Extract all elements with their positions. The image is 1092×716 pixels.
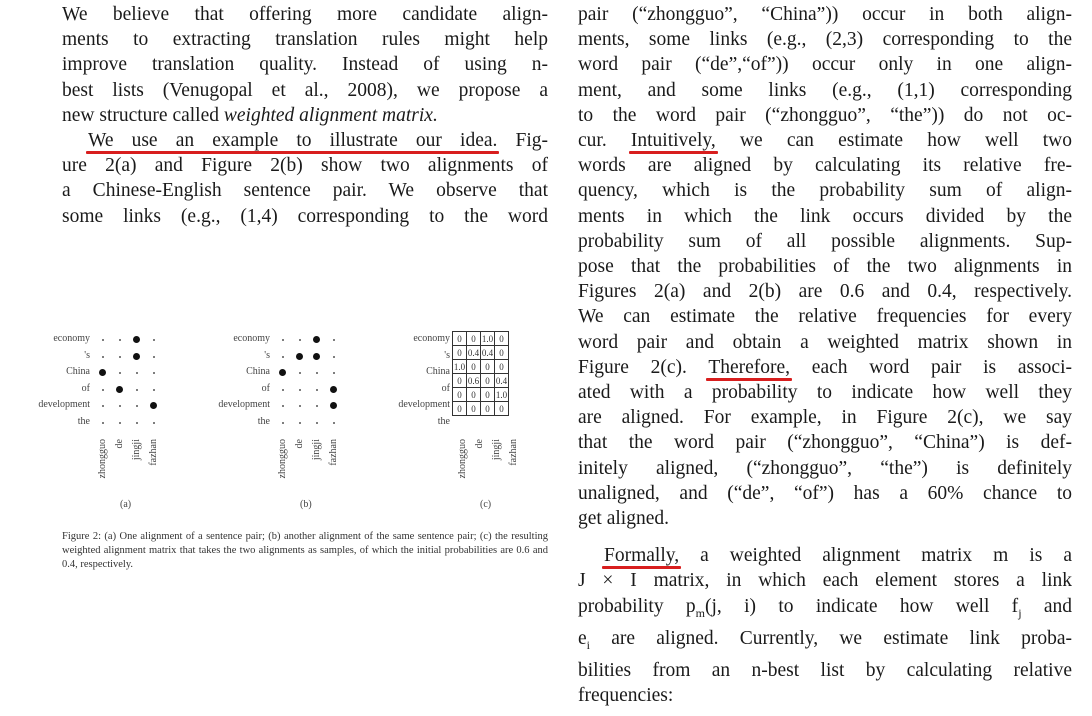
grid-dot	[102, 422, 104, 424]
text-line: word pair (“de”,“of”)) occur only in one align-	[578, 54, 1072, 76]
grid-dot	[282, 405, 284, 407]
matrix-cell: 0	[481, 374, 495, 388]
text-line: ated with a probability to indicate how well they	[578, 382, 1072, 404]
grid-dot	[299, 405, 301, 407]
matrix-cell: 0	[495, 360, 509, 374]
matrix-cell: 0	[453, 346, 467, 360]
text-fragment: (j, i) to indicate how well f	[705, 595, 1019, 617]
grid-dot	[299, 339, 301, 341]
matrix-cell: 1.0	[453, 361, 466, 372]
figure-2	[30, 334, 550, 514]
text-line	[578, 594, 1072, 626]
text-line: ments to extracting translation rules might help	[62, 29, 548, 51]
matrix-cell: 0	[481, 388, 495, 402]
text-line: pose that the probabilities of the two alignments in	[578, 256, 1072, 278]
paragraph-example	[62, 128, 548, 229]
text-line: probability sum of all possible alignments. Sup-	[578, 230, 1072, 252]
grid-dot	[153, 356, 155, 358]
row-label: China	[246, 366, 270, 377]
row-label: of	[81, 382, 90, 394]
row-label: 's	[444, 349, 450, 361]
alignment-link-dot	[296, 353, 303, 360]
text-line	[578, 543, 1072, 568]
row-label: 's	[84, 349, 90, 361]
subscript: i	[586, 637, 590, 652]
text-fragment: probability p	[578, 595, 696, 617]
column-label: de	[474, 439, 485, 449]
column-label: zhongguo	[97, 439, 108, 479]
grid-dot	[333, 422, 335, 424]
text-line: get aligned.	[578, 508, 669, 530]
matrix-cell: 1.0	[495, 389, 508, 400]
matrix-cell: 0	[453, 402, 467, 416]
subscript: m	[695, 605, 705, 620]
grid-dot	[316, 389, 318, 391]
text-line: J × I matrix, in which each element stores a link	[578, 570, 1072, 592]
figure-caption: Figure 2: (a) One alignment of a sentence pair; (b) another alignment of the same sentence pair; (c) the resulting weighted alignment matrix that takes the two alignments as samples, of which the initial probabilities are 0.6 and 0.4, respectively.	[62, 531, 548, 570]
text-line: unaligned, and (“de”, “of”) has a 60% chance to	[578, 482, 1072, 504]
text-line: are aligned. For example, in Figure 2(c), we say	[578, 407, 1072, 429]
grid-dot	[333, 372, 335, 374]
text-line: words are aligned by calculating its relative fre-	[578, 155, 1072, 177]
matrix-cell: 0	[495, 402, 509, 416]
grid-dot	[136, 372, 138, 374]
matrix-cell: 0.6	[467, 375, 480, 386]
column-label: de	[294, 439, 305, 449]
underlined-word-therefore: Therefore,	[708, 356, 791, 378]
grid-dot	[119, 422, 121, 424]
matrix-cell: 1.0	[481, 333, 494, 344]
alignment-link-dot	[330, 386, 337, 393]
panel-label: (a)	[120, 499, 132, 510]
text-line: We can estimate the relative frequencies for every	[578, 306, 1072, 328]
grid-dot	[282, 339, 284, 341]
panel-label: (b)	[300, 499, 312, 510]
text-line: ments, some links (e.g., (2,3) corresponding to the	[578, 29, 1072, 51]
right-column	[578, 2, 1072, 708]
grid-dot	[282, 356, 284, 358]
text-line: a Chinese-English sentence pair. We observe that	[62, 180, 548, 202]
column-label: jingji	[491, 439, 502, 461]
term-weighted-alignment-matrix: weighted alignment matrix.	[223, 104, 438, 126]
alignment-link-dot	[330, 402, 337, 409]
text-line: some links (e.g., (1,4) corresponding to the word	[62, 205, 548, 227]
row-label: development	[398, 399, 450, 410]
grid-dot	[299, 389, 301, 391]
grid-dot	[333, 339, 335, 341]
grid-dot	[299, 372, 301, 374]
column-label: fazhan	[508, 439, 519, 466]
text-fragment: each word pair is associ-	[790, 356, 1073, 378]
grid-dot	[102, 389, 104, 391]
row-label: development	[218, 399, 270, 410]
text-fragment: cur.	[578, 130, 631, 152]
matrix-cell: 0	[467, 332, 481, 346]
text-fragment: Fig-	[497, 130, 548, 152]
row-label: economy	[233, 333, 270, 344]
grid-dot	[119, 356, 121, 358]
underlined-word-formally: Formally,	[604, 545, 680, 567]
figure-panel-b	[210, 333, 390, 510]
matrix-cell: 0.4	[481, 347, 494, 358]
row-label: economy	[413, 333, 450, 344]
text-line	[578, 355, 1072, 380]
grid-dot	[102, 356, 104, 358]
matrix-cell: 0	[467, 388, 481, 402]
text-line: to the word pair (“zhongguo”, “the”)) do not oc-	[578, 104, 1072, 126]
matrix-cell: 0	[453, 388, 467, 402]
matrix-cell: 0	[467, 360, 481, 374]
subscript: j	[1018, 605, 1022, 620]
matrix-cell: 0	[481, 360, 495, 374]
alignment-link-dot	[133, 353, 140, 360]
text-line: Figures 2(a) and 2(b) are 0.6 and 0.4, respectively.	[578, 281, 1072, 303]
alignment-link-dot	[150, 402, 157, 409]
grid-dot	[316, 372, 318, 374]
row-label: economy	[53, 333, 90, 344]
text-line: We believe that offering more candidate align-	[62, 4, 548, 25]
grid-dot	[153, 389, 155, 391]
text-line: that the word pair (“zhongguo”, “China”) is def-	[578, 432, 1072, 454]
text-line: ments in which the link occurs divided by the	[578, 205, 1072, 227]
column-label: zhongguo	[457, 439, 468, 479]
text-fragment: are aligned. Currently, we estimate link proba-	[590, 627, 1072, 649]
grid-dot	[153, 372, 155, 374]
grid-dot	[299, 422, 301, 424]
text-line	[578, 128, 1072, 153]
text-fragment: e	[578, 627, 587, 649]
matrix-cell: 0	[495, 346, 509, 360]
matrix-cell: 0	[453, 332, 467, 346]
grid-dot	[119, 372, 121, 374]
grid-dot	[316, 405, 318, 407]
column-label: fazhan	[328, 439, 339, 466]
text-line: improve translation quality. Instead of using n-	[62, 54, 548, 76]
figure-panel-a	[30, 333, 210, 510]
row-label: the	[437, 415, 450, 427]
paragraph-intro	[62, 2, 548, 128]
text-line: word pair and obtain a weighted matrix shown in	[578, 331, 1072, 353]
matrix-cell: 0	[481, 402, 495, 416]
grid-dot	[136, 389, 138, 391]
paragraph-formally	[578, 543, 1072, 708]
alignment-link-dot	[116, 386, 123, 393]
paragraph-continuation	[578, 2, 1072, 531]
grid-dot	[153, 422, 155, 424]
grid-dot	[136, 422, 138, 424]
alignment-link-dot	[279, 369, 286, 376]
underlined-sentence: We use an example to illustrate our idea.	[88, 130, 498, 152]
row-label: China	[66, 366, 90, 377]
text-fragment: and	[1021, 595, 1073, 617]
text-line: quency, which is the probability sum of align-	[578, 180, 1072, 202]
left-column	[62, 2, 548, 229]
matrix-cell: 0	[467, 402, 481, 416]
text-line: frequencies:	[578, 685, 674, 707]
text-fragment: new structure called	[62, 104, 224, 126]
weighted-alignment-matrix	[452, 331, 509, 416]
grid-dot	[316, 422, 318, 424]
column-label: de	[114, 439, 125, 449]
column-label: zhongguo	[277, 439, 288, 479]
panel-label: (c)	[480, 499, 492, 510]
row-label: of	[261, 382, 270, 394]
row-label: China	[426, 366, 450, 377]
matrix-cell: 0.4	[495, 375, 508, 386]
text-line: bilities from an n-best list by calculating relative	[578, 659, 1072, 681]
text-line: best lists (Venugopal et al., 2008), we propose a	[62, 79, 548, 101]
figure-panel-c	[390, 333, 570, 510]
text-line: ure 2(a) and Figure 2(b) show two alignments of	[62, 155, 548, 177]
column-label: jingji	[311, 439, 322, 461]
grid-dot	[333, 356, 335, 358]
grid-dot	[119, 405, 121, 407]
text-line: initely aligned, (“zhongguo”, “the”) is definitely	[578, 457, 1072, 479]
text-fragment: a weighted alignment matrix m is a	[679, 545, 1072, 567]
text-line	[578, 626, 1072, 658]
text-line	[62, 128, 548, 153]
grid-dot	[153, 339, 155, 341]
alignment-link-dot	[133, 336, 140, 343]
text-line: pair (“zhongguo”, “China”)) occur in both align-	[578, 4, 1072, 25]
alignment-link-dot	[99, 369, 106, 376]
grid-dot	[282, 389, 284, 391]
row-label: of	[441, 382, 450, 394]
text-line: ment, and some links (e.g., (1,1) corresponding	[578, 79, 1072, 101]
row-label: the	[77, 415, 90, 427]
row-label: development	[38, 399, 90, 410]
text-fragment: Figure 2(c).	[578, 356, 709, 378]
grid-dot	[119, 339, 121, 341]
grid-dot	[136, 405, 138, 407]
row-label: 's	[264, 349, 270, 361]
matrix-cell: 0	[453, 374, 467, 388]
matrix-cell: 0	[495, 332, 509, 346]
column-label: jingji	[131, 439, 142, 461]
row-label: the	[257, 415, 270, 427]
grid-dot	[282, 422, 284, 424]
text-line	[62, 103, 548, 128]
column-label: fazhan	[148, 439, 159, 466]
grid-dot	[102, 339, 104, 341]
matrix-cell: 0.4	[467, 347, 480, 358]
underlined-word-intuitively: Intuitively,	[630, 130, 716, 152]
alignment-link-dot	[313, 353, 320, 360]
text-fragment: we can estimate how well two	[715, 130, 1072, 152]
grid-dot	[102, 405, 104, 407]
alignment-link-dot	[313, 336, 320, 343]
